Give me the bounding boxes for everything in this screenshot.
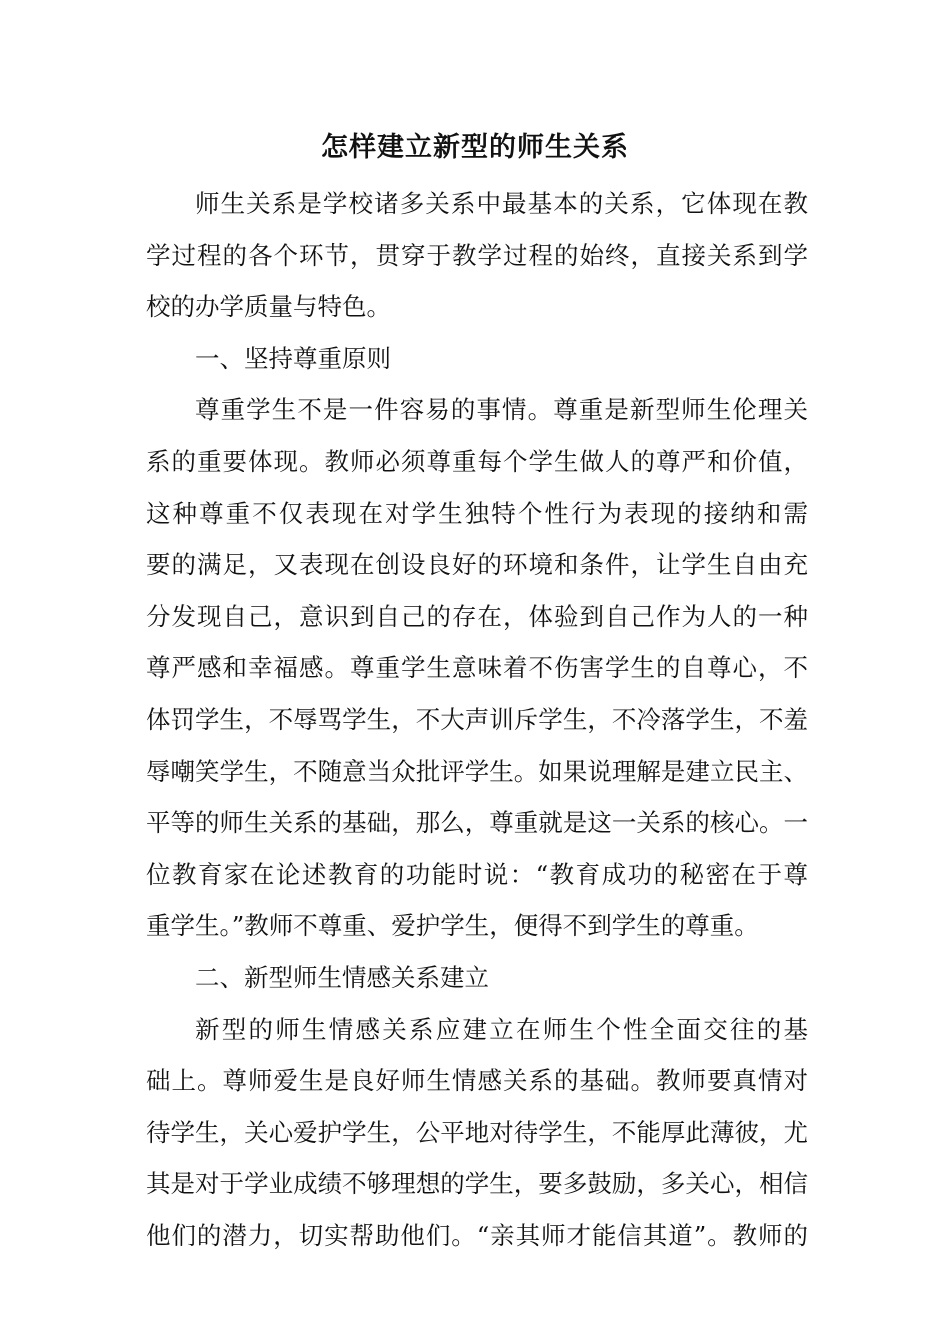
paragraph-line: 础上。尊师爱生是良好师生情感关系的基础。教师要真情对: [146, 1066, 808, 1096]
paragraph-line: 辱嘲笑学生，不随意当众批评学生。如果说理解是建立民主、: [146, 756, 808, 786]
paragraph-line: 他们的潜力，切实帮助他们。“亲其师才能信其道”。教师的: [146, 1220, 808, 1250]
document-title: 怎样建立新型的师生关系: [321, 132, 629, 163]
paragraph-line: 尊重学生不是一件容易的事情。尊重是新型师生伦理关: [195, 395, 808, 425]
paragraph-line: 这种尊重不仅表现在对学生独特个性行为表现的接纳和需: [146, 498, 808, 528]
paragraph-line: 体罚学生，不辱骂学生，不大声训斥学生，不冷落学生，不羞: [146, 704, 808, 734]
paragraph-line: 重学生。”教师不尊重、爱护学生，便得不到学生的尊重。: [146, 911, 759, 941]
paragraph-line: 平等的师生关系的基础，那么，尊重就是这一关系的核心。一: [146, 808, 808, 838]
paragraph-line: 要的满足，又表现在创设良好的环境和条件，让学生自由充: [146, 550, 808, 580]
paragraph-line: 学过程的各个环节，贯穿于教学过程的始终，直接关系到学: [146, 240, 808, 270]
paragraph-line: 校的办学质量与特色。: [146, 292, 391, 322]
paragraph-line: 待学生，关心爱护学生，公平地对待学生，不能厚此薄彼，尤: [146, 1117, 808, 1147]
paragraph-line: 尊严感和幸福感。尊重学生意味着不伤害学生的自尊心，不: [146, 653, 808, 683]
document-body: [146, 178, 808, 1261]
paragraph-line: 分发现自己，意识到自己的存在，体验到自己作为人的一种: [146, 601, 808, 631]
paragraph-line: 位教育家在论述教育的功能时说：“教育成功的秘密在于尊: [146, 859, 808, 889]
paragraph-line: 师生关系是学校诸多关系中最基本的关系，它体现在教: [195, 189, 808, 218]
paragraph-line: 新型的师生情感关系应建立在师生个性全面交往的基: [195, 1014, 808, 1044]
paragraph-line: 其是对于学业成绩不够理想的学生，要多鼓励，多关心，相信: [146, 1169, 808, 1199]
paragraph-line: 系的重要体现。教师必须尊重每个学生做人的尊严和价值，: [146, 446, 808, 476]
section-heading: 二、新型师生情感关系建立: [195, 962, 489, 992]
section-heading: 一、坚持尊重原则: [195, 343, 391, 373]
